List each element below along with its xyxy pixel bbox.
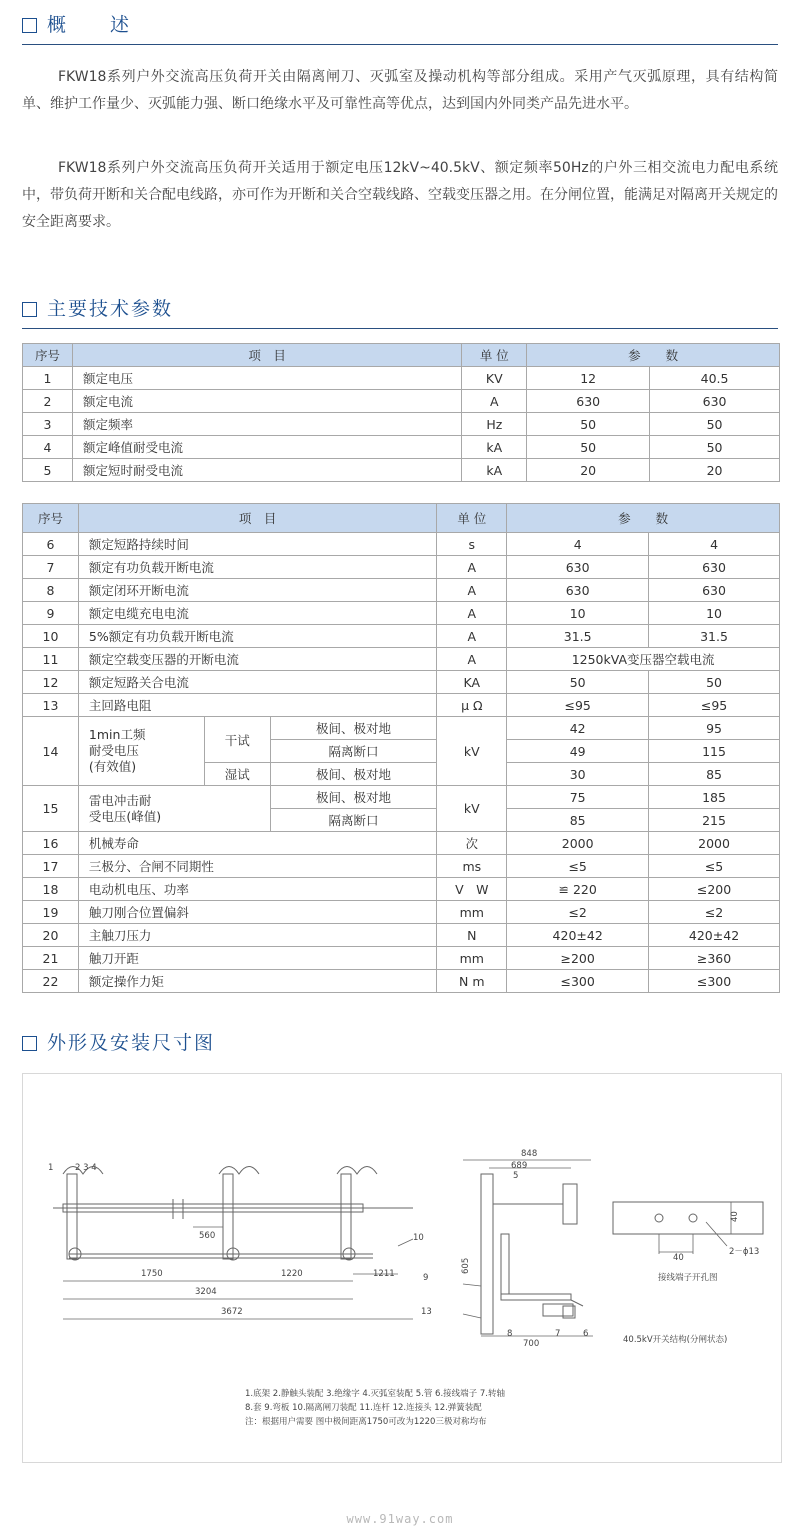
- footer-url: www.91way.com: [346, 1512, 454, 1526]
- cell-unit: 次: [437, 832, 507, 855]
- section-header-dimensions: [22, 1030, 778, 1063]
- cell-no: 12: [23, 671, 79, 694]
- table-row: [23, 413, 780, 436]
- cell-unit: A: [462, 390, 527, 413]
- cell-value: 31.5: [649, 625, 780, 648]
- dimension-drawing: [22, 1073, 782, 1463]
- cell-value: 30: [507, 763, 649, 786]
- cell-unit: A: [437, 648, 507, 671]
- table-row: [23, 947, 780, 970]
- section-header-specs: [22, 296, 778, 329]
- cell-item: 1min工频 耐受电压 (有效值): [78, 717, 204, 786]
- table-row: [23, 625, 780, 648]
- cell-no: 5: [23, 459, 73, 482]
- cell-unit: mm: [437, 947, 507, 970]
- table-row: [23, 579, 780, 602]
- caption-structure: 40.5kV开关结构(分闸状态): [623, 1335, 728, 1345]
- cell-value: 420±42: [649, 924, 780, 947]
- side-view: [463, 1160, 593, 1336]
- cell-unit: kA: [462, 459, 527, 482]
- cell-item: 三极分、合闸不同期性: [78, 855, 436, 878]
- table-row: [23, 367, 780, 390]
- spec-table-2: [22, 503, 780, 993]
- cell-value: 75: [507, 786, 649, 809]
- cell-value: ≤200: [649, 878, 780, 901]
- cell-no: 20: [23, 924, 79, 947]
- section-header-overview: [22, 12, 778, 45]
- dim-40-vertical: 40: [730, 1211, 740, 1222]
- cell-item: 额定短时耐受电流: [72, 459, 461, 482]
- cell-item: 额定短路关合电流: [78, 671, 436, 694]
- legend-line-2: 8.套 9.弯板 10.隔离闸刀装配 11.连杆 12.连接头 12.弹簧装配: [245, 1403, 482, 1413]
- square-icon: [22, 1036, 37, 1051]
- cell-no: 18: [23, 878, 79, 901]
- cell-value: 2000: [649, 832, 780, 855]
- cell-no: 21: [23, 947, 79, 970]
- table-row: [23, 717, 780, 740]
- cell-item: 主回路电阻: [78, 694, 436, 717]
- header-unit: 单 位: [462, 344, 527, 367]
- cell-condition: 极间、极对地: [270, 717, 437, 740]
- cell-value: 630: [649, 579, 780, 602]
- dim-1220: 1220: [281, 1269, 303, 1279]
- cell-item: 额定电缆充电电流: [78, 602, 436, 625]
- cell-unit: kA: [462, 436, 527, 459]
- cell-value: 20: [650, 459, 780, 482]
- table-row: [23, 855, 780, 878]
- legend-line-1: 1.底架 2.静触头装配 3.绝缘字 4.灭弧室装配 5.管 6.接线端子 7.转轴: [245, 1389, 505, 1399]
- cell-item: 额定有功负载开断电流: [78, 556, 436, 579]
- cell-no: 14: [23, 717, 79, 786]
- cell-value: ≤2: [649, 901, 780, 924]
- cell-value: 50: [527, 436, 650, 459]
- section-title: 概 述: [47, 14, 132, 36]
- cell-value: 215: [649, 809, 780, 832]
- cell-no: 13: [23, 694, 79, 717]
- cell-value: 20: [527, 459, 650, 482]
- cell-item: 额定电压: [72, 367, 461, 390]
- dim-848: 848: [521, 1149, 538, 1159]
- dim-3672: 3672: [221, 1307, 243, 1317]
- table-row: [23, 832, 780, 855]
- square-icon: [22, 302, 37, 317]
- header-no: 序号: [23, 504, 79, 533]
- intro-paragraph-2: FKW18系列户外交流高压负荷开关适用于额定电压12kV~40.5kV、额定频率50Hz的户外三相交流电力配电系统中，带负荷开断和关合配电线路，亦可作为开断和关合空载线路、空载变压器之用。在分闸位置，能满足对隔离开关规定的安全距离要求。: [22, 160, 778, 230]
- label-8: 8: [507, 1329, 513, 1339]
- cell-unit: A: [437, 602, 507, 625]
- cell-unit: μ Ω: [437, 694, 507, 717]
- cell-condition: 隔离断口: [270, 809, 437, 832]
- cell-value: 85: [507, 809, 649, 832]
- table-row: [23, 533, 780, 556]
- dim-3204: 3204: [195, 1287, 217, 1297]
- table-header-row: [23, 344, 780, 367]
- label-234: 2 3 4: [75, 1163, 97, 1173]
- cell-value: 49: [507, 740, 649, 763]
- cell-no: 6: [23, 533, 79, 556]
- cell-no: 16: [23, 832, 79, 855]
- cell-no: 10: [23, 625, 79, 648]
- cell-value: 40.5: [650, 367, 780, 390]
- label-9: 9: [423, 1273, 429, 1283]
- table-row: [23, 436, 780, 459]
- dim-689: 689: [511, 1161, 528, 1171]
- cell-value: 42: [507, 717, 649, 740]
- intro-paragraph-1: FKW18系列户外交流高压负荷开关由隔离闸刀、灭弧室及操动机构等部分组成。采用产气灭弧原理，具有结构简单、维护工作量少、灭弧能力强、断口绝缘水平及可靠性高等优点，达到国内外同类产品先进水平。: [22, 69, 778, 112]
- cell-item: 触刀开距: [78, 947, 436, 970]
- cell-item: 额定频率: [72, 413, 461, 436]
- cell-unit: V W: [437, 878, 507, 901]
- label-10: 10: [413, 1233, 424, 1243]
- header-no: 序号: [23, 344, 73, 367]
- cell-value: 630: [650, 390, 780, 413]
- cell-item: 主触刀压力: [78, 924, 436, 947]
- cell-item: 机械寿命: [78, 832, 436, 855]
- cell-condition: 极间、极对地: [270, 763, 437, 786]
- cell-unit: A: [437, 625, 507, 648]
- label-13: 13: [421, 1307, 432, 1317]
- cell-item: 额定闭环开断电流: [78, 579, 436, 602]
- cell-item: 电动机电压、功率: [78, 878, 436, 901]
- dim-40-horizontal: 40: [673, 1253, 684, 1263]
- cell-no: 8: [23, 579, 79, 602]
- dim-1211: 1211: [373, 1269, 395, 1279]
- cell-no: 11: [23, 648, 79, 671]
- cell-item: 额定空载变压器的开断电流: [78, 648, 436, 671]
- cell-item: 雷电冲击耐 受电压(峰值): [78, 786, 270, 832]
- cell-value: ≤2: [507, 901, 649, 924]
- table-row: [23, 459, 780, 482]
- cell-value: 4: [507, 533, 649, 556]
- cell-no: 7: [23, 556, 79, 579]
- table-row: [23, 786, 780, 809]
- table-row: [23, 694, 780, 717]
- square-icon: [22, 18, 37, 33]
- cell-value: 12: [527, 367, 650, 390]
- cell-unit: A: [437, 556, 507, 579]
- cell-value: 4: [649, 533, 780, 556]
- cell-item: 额定短路持续时间: [78, 533, 436, 556]
- header-item: 项 目: [72, 344, 461, 367]
- section-title: 外形及安装尺寸图: [47, 1032, 216, 1054]
- installation-drawing-svg: [23, 1074, 781, 1462]
- dim-hole: 2－ϕ13: [729, 1247, 760, 1257]
- cell-value: 50: [527, 413, 650, 436]
- cell-value: 115: [649, 740, 780, 763]
- cell-item: 额定峰值耐受电流: [72, 436, 461, 459]
- table-row: [23, 390, 780, 413]
- cell-value: 50: [507, 671, 649, 694]
- cell-value: 95: [649, 717, 780, 740]
- cell-item: 额定操作力矩: [78, 970, 436, 993]
- front-view: [53, 1167, 413, 1320]
- cell-value: 630: [527, 390, 650, 413]
- header-item: 项 目: [78, 504, 436, 533]
- header-unit: 单 位: [437, 504, 507, 533]
- cell-value: ≌ 220: [507, 878, 649, 901]
- cell-wet-test: 湿试: [204, 763, 270, 786]
- cell-unit: KA: [437, 671, 507, 694]
- header-param: 参 数: [527, 344, 780, 367]
- cell-no: 22: [23, 970, 79, 993]
- cell-value: 85: [649, 763, 780, 786]
- cell-value: 630: [507, 579, 649, 602]
- dim-560: 560: [199, 1231, 216, 1241]
- header-param: 参 数: [507, 504, 780, 533]
- cell-unit: kV: [437, 717, 507, 786]
- cell-value: ≥200: [507, 947, 649, 970]
- dim-700: 700: [523, 1339, 540, 1349]
- section-title: 主要技术参数: [47, 298, 174, 320]
- cell-unit: A: [437, 579, 507, 602]
- cell-value: ≤300: [507, 970, 649, 993]
- cell-value: ≤95: [649, 694, 780, 717]
- table-row: [23, 970, 780, 993]
- cell-value: 630: [507, 556, 649, 579]
- cell-unit: s: [437, 533, 507, 556]
- cell-item: 5%额定有功负载开断电流: [78, 625, 436, 648]
- dim-605: 605: [461, 1257, 471, 1274]
- table-row: [23, 556, 780, 579]
- cell-value: ≤5: [507, 855, 649, 878]
- cell-item: 额定电流: [72, 390, 461, 413]
- label-1: 1: [48, 1163, 54, 1173]
- cell-value: ≤300: [649, 970, 780, 993]
- cell-unit: KV: [462, 367, 527, 390]
- cell-value: 185: [649, 786, 780, 809]
- legend-note: 注：根据用户需要 图中极间距离1750可改为1220三极对称均布: [245, 1417, 487, 1427]
- cell-value: 50: [650, 413, 780, 436]
- table-row: [23, 878, 780, 901]
- cell-no: 17: [23, 855, 79, 878]
- cell-value: ≤95: [507, 694, 649, 717]
- cell-no: 9: [23, 602, 79, 625]
- table-row: [23, 901, 780, 924]
- cell-unit: N m: [437, 970, 507, 993]
- spec-table-1: [22, 343, 780, 482]
- cell-unit: mm: [437, 901, 507, 924]
- cell-unit: N: [437, 924, 507, 947]
- cell-no: 2: [23, 390, 73, 413]
- cell-no: 3: [23, 413, 73, 436]
- label-6: 6: [583, 1329, 589, 1339]
- table-row: [23, 671, 780, 694]
- cell-no: 4: [23, 436, 73, 459]
- cell-dry-test: 干试: [204, 717, 270, 763]
- cell-value: ≤5: [649, 855, 780, 878]
- cell-no: 19: [23, 901, 79, 924]
- table-row: [23, 648, 780, 671]
- cell-value: 10: [507, 602, 649, 625]
- table-row: [23, 924, 780, 947]
- cell-value: 2000: [507, 832, 649, 855]
- cell-value: 50: [649, 671, 780, 694]
- cell-value: 50: [650, 436, 780, 459]
- label-7: 7: [555, 1329, 561, 1339]
- cell-condition: 隔离断口: [270, 740, 437, 763]
- cell-unit: kV: [437, 786, 507, 832]
- cell-value: ≥360: [649, 947, 780, 970]
- cell-unit: ms: [437, 855, 507, 878]
- table-header-row: [23, 504, 780, 533]
- table-row: [23, 602, 780, 625]
- cell-no: 1: [23, 367, 73, 390]
- caption-terminal: 接线端子开孔图: [658, 1273, 718, 1283]
- cell-no: 15: [23, 786, 79, 832]
- label-5: 5: [513, 1171, 519, 1181]
- cell-item: 触刀刚合位置偏斜: [78, 901, 436, 924]
- cell-value: 10: [649, 602, 780, 625]
- cell-value: 420±42: [507, 924, 649, 947]
- cell-value: 31.5: [507, 625, 649, 648]
- cell-value: 630: [649, 556, 780, 579]
- cell-unit: Hz: [462, 413, 527, 436]
- cell-value: 1250kVA变压器空载电流: [507, 648, 780, 671]
- dim-1750: 1750: [141, 1269, 163, 1279]
- cell-condition: 极间、极对地: [270, 786, 437, 809]
